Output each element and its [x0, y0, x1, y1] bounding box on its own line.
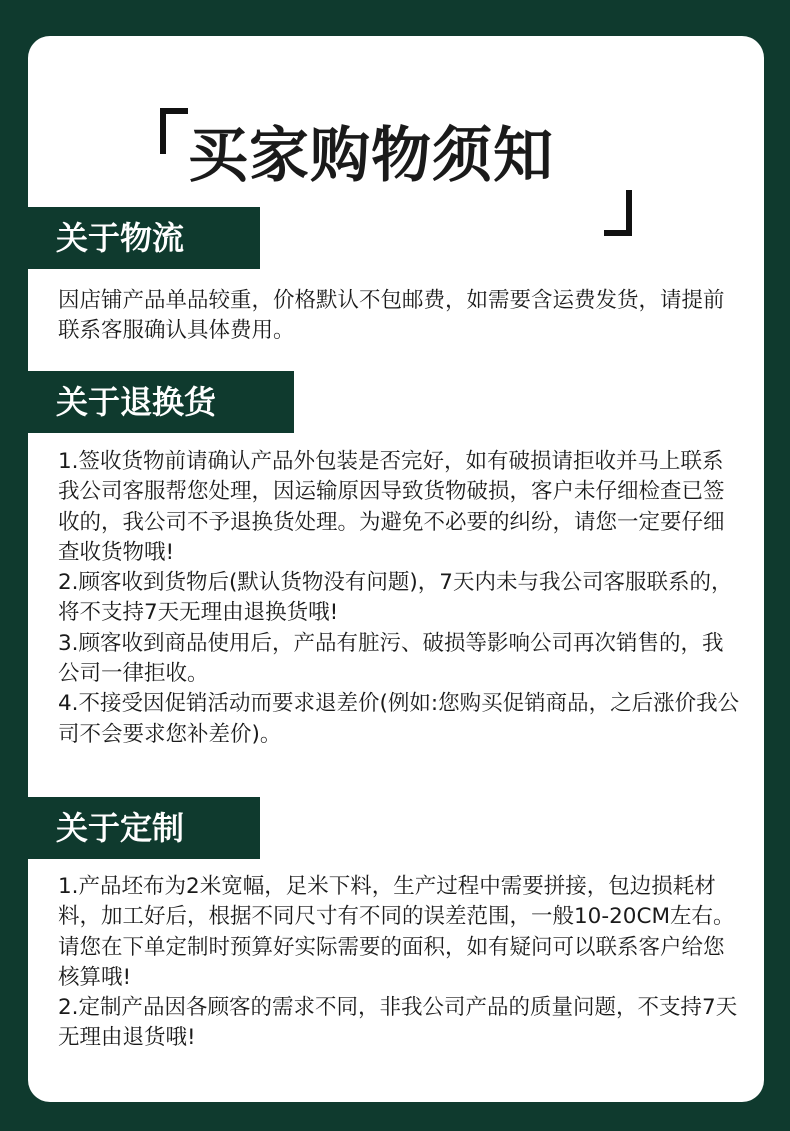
section-body-returns	[58, 447, 742, 750]
section-heading-custom: 关于定制	[28, 797, 260, 859]
returns-paragraph-3: 3.顾客收到商品使用后，产品有脏污、破损等影响公司再次销售的，我公司一律拒收。	[58, 630, 724, 687]
close-bracket-icon	[604, 190, 632, 236]
section-body-logistics	[58, 286, 742, 347]
returns-paragraph-1: 1.签收货物前请确认产品外包装是否完好，如有破损请拒收并马上联系我公司客服帮您处理，因运输原因导致货物破损，客户未仔细检查已签收的，我公司不予退换货处理。为避免不必要的纠纷，请您一定要仔细查收货物哦!	[58, 449, 725, 565]
custom-paragraph-2: 2.定制产品因各顾客的需求不同，非我公司产品的质量问题，不支持7天无理由退货哦!	[58, 995, 738, 1051]
returns-paragraph-2: 2.顾客收到货物后(默认货物没有问题)，7天内未与我公司客服联系的，将不支持7天无理由退换货哦!	[58, 570, 733, 626]
notice-card	[28, 36, 764, 1102]
title-block	[28, 94, 764, 224]
page-title: 买家购物须知	[188, 121, 554, 191]
open-bracket-icon	[160, 108, 188, 154]
section-body-custom	[58, 872, 742, 1054]
logistics-paragraph: 因店铺产品单品较重，价格默认不包邮费，如需要含运费发货，请提前联系客服确认具体费用。	[58, 288, 725, 344]
returns-paragraph-4: 4.不接受因促销活动而要求退差价(例如:您购买促销商品，之后涨价我公司不会要求您补差价)。	[58, 691, 740, 747]
custom-paragraph-1: 1.产品坯布为2米宽幅，足米下料，生产过程中需要拼接，包边损耗材料，加工好后，根据不同尺寸有不同的误差范围，一般10-20CM左右。请您在下单定制时预算好实际需要的面积，如有疑问可以联系客户给您核算哦!	[58, 874, 735, 990]
section-heading-returns: 关于退换货	[28, 371, 294, 433]
section-heading-logistics: 关于物流	[28, 207, 260, 269]
